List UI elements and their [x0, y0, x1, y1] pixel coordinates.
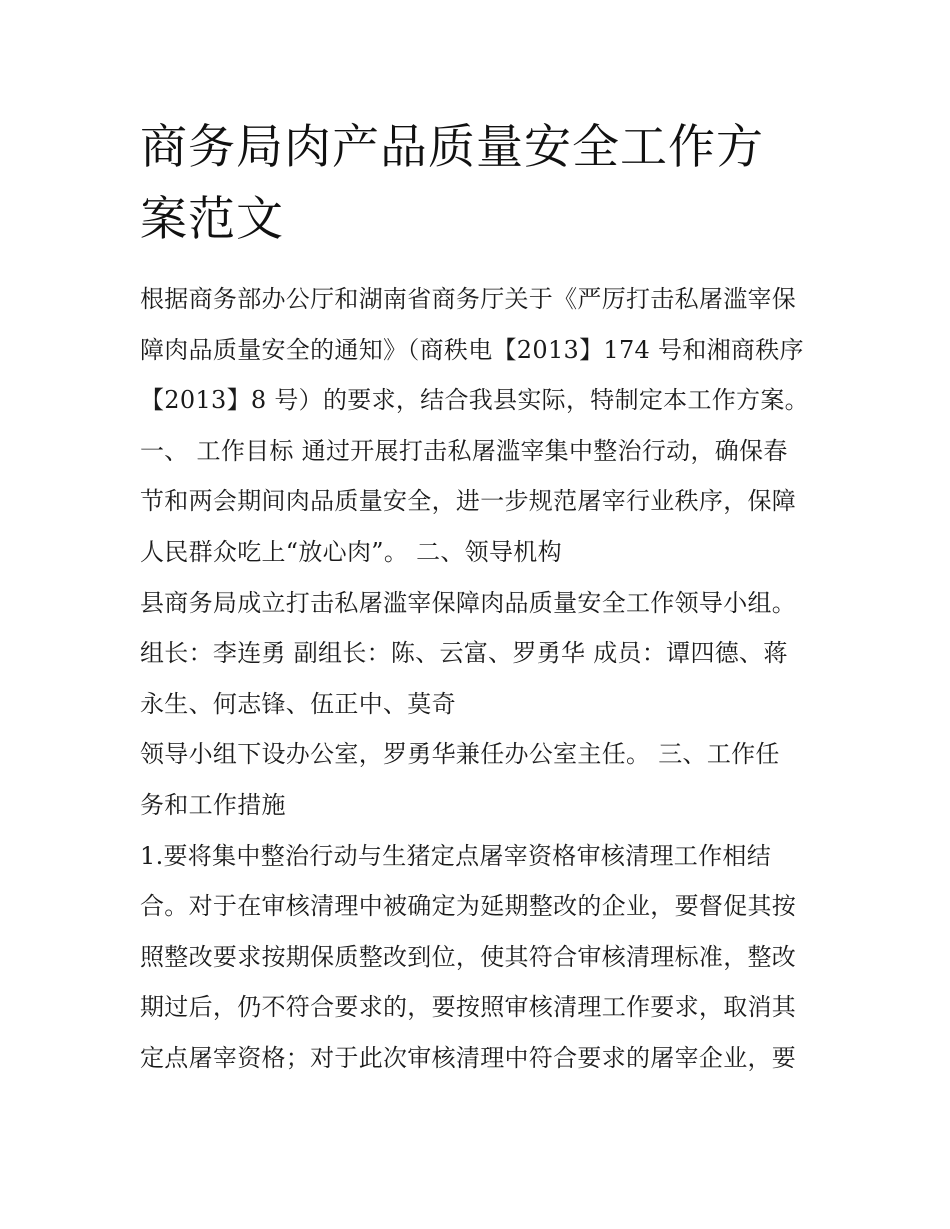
body-line: 永生、何志锋、伍正中、莫奇	[140, 689, 456, 718]
body-line: 1.要将集中整治行动与生猪定点屠宰资格审核清理工作相结	[140, 841, 771, 870]
body-line: 定点屠宰资格；对于此次审核清理中符合要求的屠宰企业，要	[140, 1043, 797, 1072]
body-line: 领导小组下设办公室，罗勇华兼任办公室主任。 三、工作任	[140, 740, 780, 769]
document-body	[140, 274, 820, 1084]
body-line: 节和两会期间肉品质量安全，进一步规范屠宰行业秩序，保障	[140, 487, 797, 516]
body-line: 合。对于在审核清理中被确定为延期整改的企业，要督促其按	[140, 892, 797, 921]
body-line: 障肉品质量安全的通知》（商秩电【2013】174 号和湘商秩序	[140, 335, 804, 364]
document-title	[140, 112, 820, 256]
body-line: 组长：李连勇 副组长：陈、云富、罗勇华 成员：谭四德、蒋	[140, 639, 788, 668]
body-line: 【2013】8 号）的要求，结合我县实际，特制定本工作方案。	[140, 386, 809, 415]
body-line: 务和工作措施	[140, 790, 286, 819]
body-line: 期过后，仍不符合要求的，要按照审核清理工作要求，取消其	[140, 993, 797, 1022]
body-line: 照整改要求按期保质整改到位，使其符合审核清理标准，整改	[140, 942, 797, 971]
body-line: 一、 工作目标 通过开展打击私屠滥宰集中整治行动，确保春	[140, 436, 788, 465]
title-line-1: 商务局肉产品质量安全工作方	[140, 120, 764, 175]
title-line-2: 案范文	[140, 192, 284, 247]
body-line: 县商务局成立打击私屠滥宰保障肉品质量安全工作领导小组。	[140, 588, 797, 617]
body-line: 根据商务部办公厅和湖南省商务厅关于《严厉打击私屠滥宰保	[140, 285, 797, 313]
body-line: 人民群众吃上“放心肉”。 二、领导机构	[140, 537, 562, 566]
